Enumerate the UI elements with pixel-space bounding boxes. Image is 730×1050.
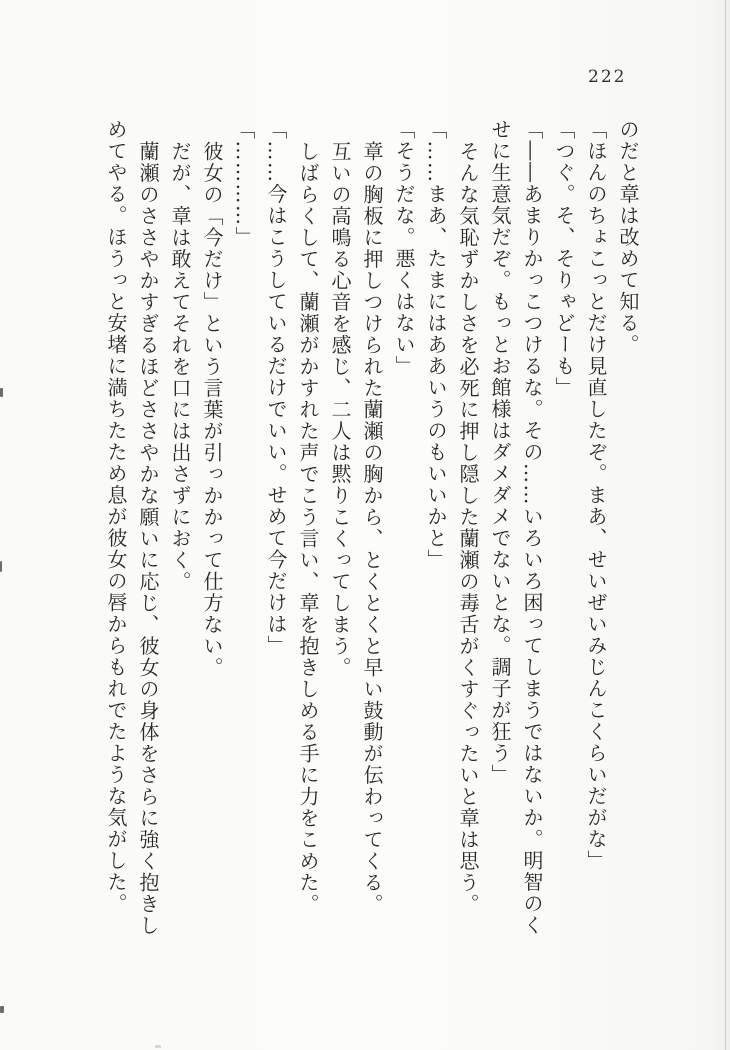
paragraph: 彼女の「今だけ」という言葉が引っかかって仕方ない。 — [200, 140, 224, 678]
paragraph-dialogue: 「…………」 — [232, 119, 256, 248]
paragraph-dialogue: 「そうだな。悪くはない」 — [392, 119, 416, 377]
paragraph-dialogue: 「……今はこうしているだけでいい。せめて今だけは」 — [264, 119, 288, 657]
page-number: 222 — [588, 67, 627, 87]
page-body-text — [100, 119, 644, 939]
paragraph: 互いの高鳴る心音を感じ、二人は黙りこくってしまう。 — [328, 140, 352, 678]
paragraph: のだと章は改めて知る。 — [616, 119, 640, 356]
page-edge-line — [725, 0, 726, 1050]
scan-speck — [0, 1006, 4, 1013]
paragraph: そんな気恥ずかしさを必死に押し隠した蘭瀬の毒舌がくすぐったいと章は思う。 — [456, 140, 480, 915]
paragraph: 章の胸板に押しつけられた蘭瀬の胸から、とくとくと早い鼓動が伝わってくる。 — [360, 140, 384, 915]
paragraph-dialogue: 「ほんのちょこっとだけ見直したぞ。まあ、せいぜいみじんこくらいだがな」 — [584, 119, 608, 872]
scan-speck — [0, 388, 3, 397]
paragraph: 蘭瀬のささやかすぎるほどささやかな願いに応じ、彼女の身体をさらに強く抱きしめてやる。ほうっと安堵に満ちたため息が彼女の唇からもれでたような気がした。 — [104, 119, 160, 936]
scan-speck — [155, 1045, 161, 1048]
paragraph: しばらくして、蘭瀬がかすれた声でこう言い、章を抱きしめる手に力をこめた。 — [296, 140, 320, 915]
scan-speck — [0, 561, 2, 572]
paragraph-dialogue: 「つぐ。そ、そりゃどーも」 — [552, 119, 576, 399]
paragraph-dialogue: 「……まあ、たまにはああいうのもいいかと」 — [424, 119, 448, 571]
paragraph: だが、章は敢えてそれを口には出さずにおく。 — [168, 140, 192, 592]
paragraph-dialogue: 「――あまりかっこつけるな。その……いろいろ困ってしまうではないか。明智のくせに生意気だぞ。もっとお館様はダメダメでないとな。調子が狂う」 — [488, 119, 544, 936]
